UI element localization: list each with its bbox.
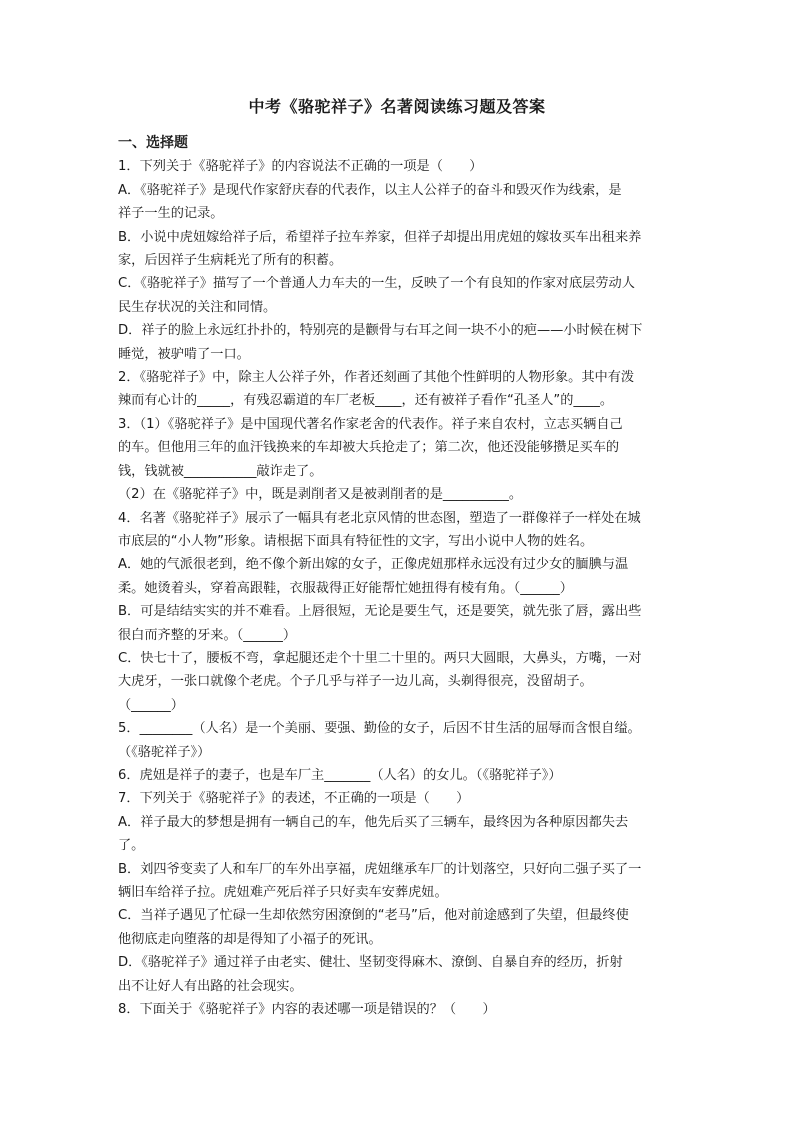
text-line: 祥子一生的记录。 — [118, 206, 224, 222]
text-line: 的车。但他用三年的血汗钱换来的车却被大兵抢走了；第二次，他还没能够攒足买车的 — [118, 440, 620, 456]
text-line: B．可是结结实实的并不难看。上唇很短，无论是要生气，还是要笑，就先张了唇，露出些 — [118, 604, 642, 620]
text-line: A．她的气派很老到，绝不像个新出嫁的女子，正像虎妞那样永远没有过少女的腼腆与温 — [118, 557, 629, 573]
text-line: D．《骆驼祥子》通过祥子由老实、健壮、坚韧变得麻木、潦倒、自暴自弃的经历，折射 — [118, 955, 623, 971]
text-line: 很白而齐整的牙来。（______） — [118, 627, 297, 643]
text-line: 大虎牙，一张口就像个老虎。个子几乎与祥子一边儿高，头剃得很亮，没留胡子。 — [118, 674, 593, 690]
text-line: 他彻底走向堕落的却是得知了小福子的死讯。 — [118, 931, 382, 947]
text-line: 钱，钱就被___________敲诈走了。 — [118, 463, 323, 479]
text-line: 民生存状况的关注和同情。 — [118, 299, 277, 315]
text-line: 6．虎妞是祥子的妻子，也是车厂主_______（人名）的女儿。（《骆驼祥子》） — [118, 767, 562, 783]
text-line: 1．下列关于《骆驼祥子》的内容说法不正确的一项是（ ） — [118, 159, 483, 175]
text-line: B．刘四爷变卖了人和车厂的车外出享福，虎妞继承车厂的计划落空，只好向二强子买了一 — [118, 861, 642, 877]
text-line: 家，后因祥子生病耗光了所有的积蓄。 — [118, 253, 343, 269]
text-line: （《骆驼祥子》） — [118, 744, 211, 760]
text-line: 2．《骆驼祥子》中，除主人公祥子外，作者还刻画了其他个性鲜明的人物形象。其中有泼 — [118, 370, 635, 386]
text-line: 市底层的“小人物”形象。请根据下面具有特征性的文字，写出小说中人物的姓名。 — [118, 533, 594, 549]
text-line: C．《骆驼祥子》描写了一个普通人力车夫的一生，反映了一个有良知的作家对底层劳动人 — [118, 276, 635, 292]
text-line: 睡觉，被驴啃了一口。 — [118, 346, 250, 362]
text-line: 出不让好人有出路的社会现实。 — [118, 978, 303, 994]
text-line: 8．下面关于《骆驼祥子》内容的表述哪一项是错误的？（ ） — [118, 1002, 496, 1018]
text-line: A．祥子最大的梦想是拥有一辆自己的车，他先后买了三辆车，最终因为各种原因都失去 — [118, 814, 629, 830]
document-body — [118, 132, 678, 1021]
text-line: （______） — [118, 697, 184, 713]
text-line: A．《骆驼祥子》是现代作家舒庆春的代表作，以主人公祥子的奋斗和毁灭作为线索，是 — [118, 182, 622, 198]
text-line: 柔。她烫着头，穿着高跟鞋，衣服裁得正好能帮忙她扭得有棱有角。（______） — [118, 580, 573, 596]
text-line: 了。 — [118, 838, 145, 854]
text-line: 辆旧车给祥子拉。虎妞难产死后祥子只好卖车安葬虎妞。 — [118, 885, 448, 900]
text-line: D．祥子的脸上永远红扑扑的，特别亮的是颧骨与右耳之间一块不小的疤——小时候在树下 — [118, 323, 643, 339]
text-line: （2）在《骆驼祥子》中，既是剥削者又是被剥削者的是__________。 — [118, 487, 523, 503]
text-line: C．当祥子遇见了忙碌一生却依然穷困潦倒的“老马”后，他对前途感到了失望，但最终使 — [118, 908, 629, 924]
text-line: 5．________（人名）是一个美丽、要强、勤俭的女子，后因不甘生活的屈辱而含恨自缢。 — [118, 721, 641, 737]
section-heading: 一、选择题 — [118, 135, 188, 151]
document-title: 中考《骆驼祥子》名著阅读练习题及答案 — [248, 97, 546, 116]
text-line: C．快七十了，腰板不弯，拿起腿还走个十里二十里的。两只大圆眼，大鼻头，方嘴，一对 — [118, 650, 642, 666]
text-line: 辣而有心计的_____，有残忍霸道的车厂老板____，还有被祥子看作“孔圣人”的____。 — [118, 393, 614, 409]
text-line: 3．（1）《骆驼祥子》是中国现代著名作家老舍的代表作。祥子来自农村，立志买辆自己 — [118, 416, 623, 432]
text-line: 4．名著《骆驼祥子》展示了一幅具有老北京风情的世态图，塑造了一群像祥子一样处在城 — [118, 510, 641, 526]
text-line: 7．下列关于《骆驼祥子》的表述，不正确的一项是（ ） — [118, 791, 470, 807]
text-line: B．小说中虎妞嫁给祥子后，希望祥子拉车养家，但祥子却提出用虎妞的嫁妆买车出租来养 — [118, 229, 642, 245]
